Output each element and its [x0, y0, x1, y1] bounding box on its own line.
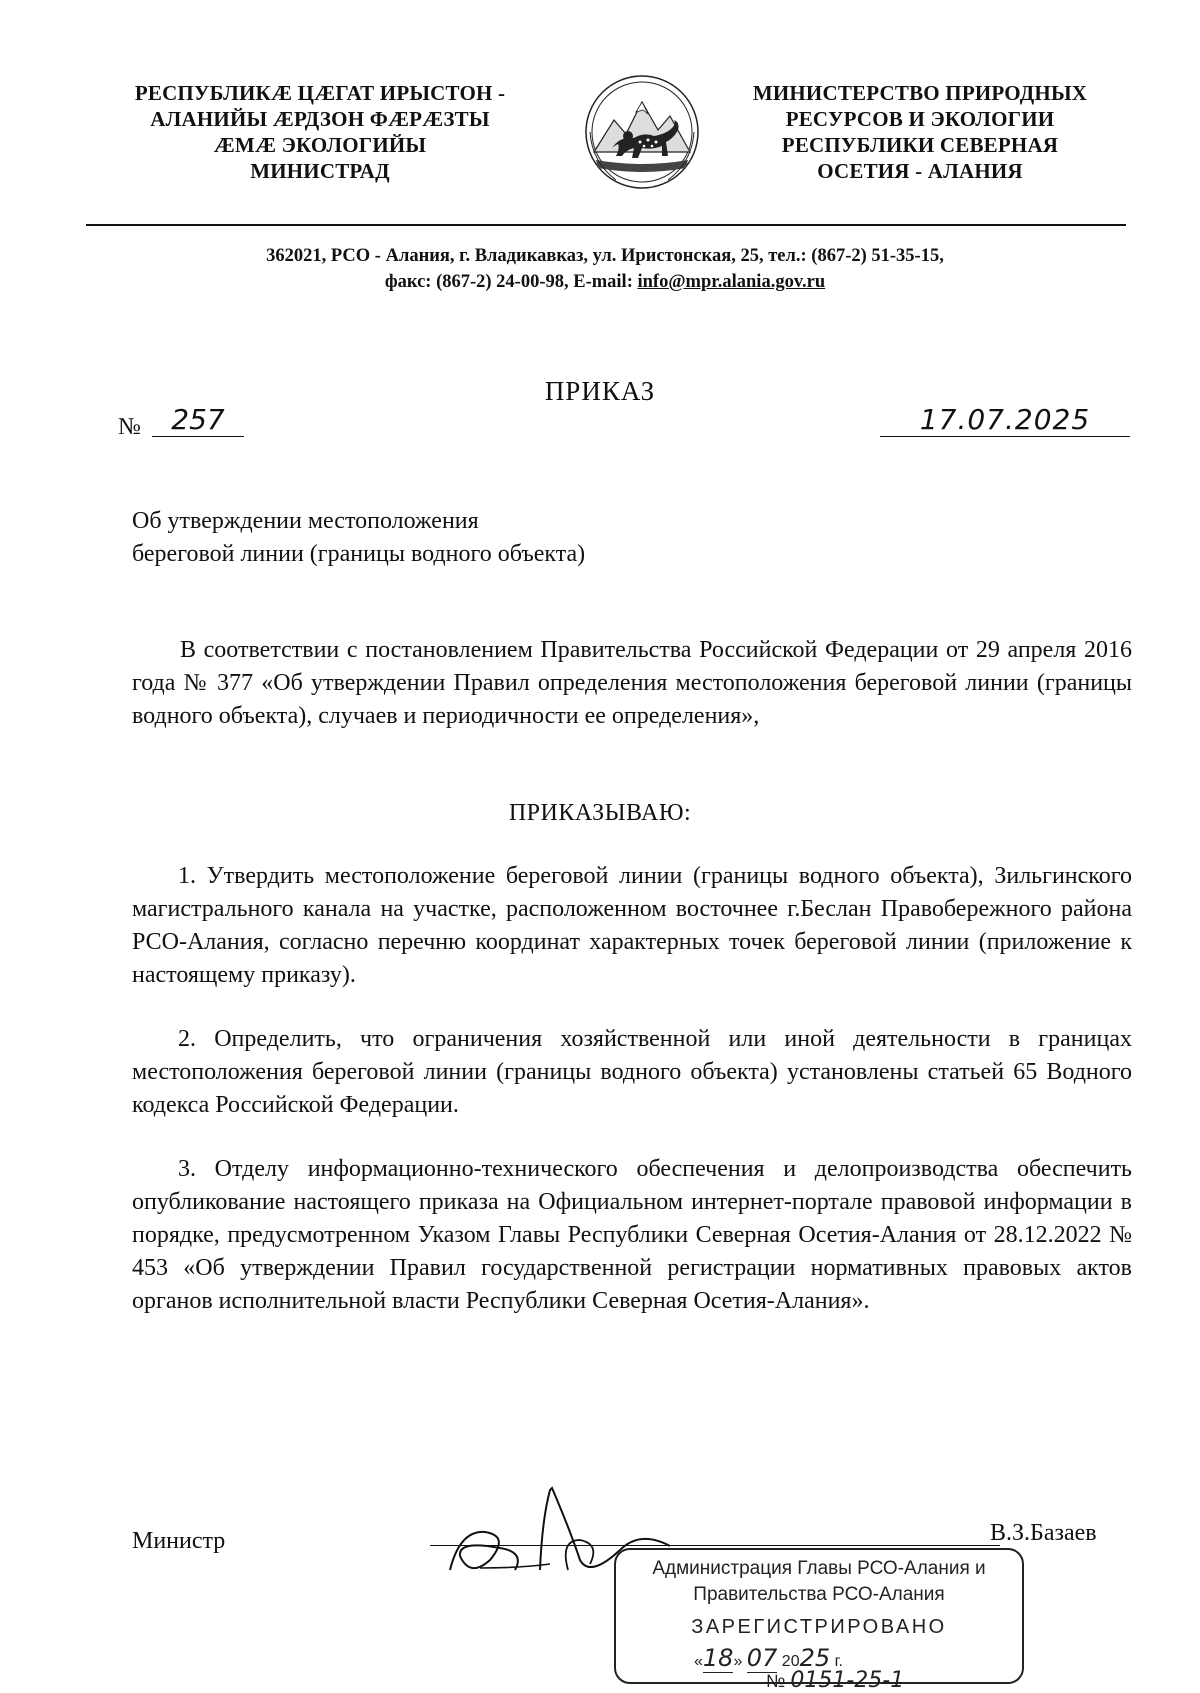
signatory-position: Министр — [132, 1528, 226, 1554]
stamp-year-label: г. — [834, 1653, 843, 1670]
stamp-month: 07 — [746, 1644, 778, 1672]
stamp-authority-line: Администрация Главы РСО-Алания и — [652, 1558, 986, 1579]
address-line: 362021, РСО - Алания, г. Владикавказ, ул. Иристонская, 25, тел.: (867-2) 51-35-15, — [266, 246, 944, 266]
coat-of-arms-icon — [582, 72, 702, 192]
header-left-line: МИНИСТРАД — [250, 159, 390, 183]
stamp-registration-date: «18» 07 2025 г. — [694, 1644, 843, 1672]
item-1-paragraph: 1. Утвердить местоположение береговой линии (границы водного объекта), Зильгинского магистрального канала на участке, расположенном восточнее г.Беслан Правобережного района РСО-Алания, согласно перечню координат характерных точек береговой линии (приложение к настоящему приказу). — [132, 863, 1132, 988]
header-right-line: МИНИСТЕРСТВО ПРИРОДНЫХ — [752, 81, 1088, 105]
ministry-name-russian — [730, 80, 1110, 184]
stamp-number-label: № — [766, 1671, 786, 1691]
item-3-paragraph: 3. Отделу информационно-технического обеспечения и делопроизводства обеспечить опубликование настоящего приказа на Официальном интернет-портале правовой информации в порядке, предусмотренном Указом Главы Республики Северная Осетия-Алания от 28.12.2022 № 453 «Об утверждении Правил государственной регистрации нормативных правовых актов органов исполнительной власти Республики Северная Осетия-Алания». — [132, 1156, 1132, 1314]
header-right-line: РЕСПУБЛИКИ СЕВЕРНАЯ — [781, 133, 1059, 157]
contact-line — [90, 269, 1120, 295]
stamp-year-prefix: 20 — [781, 1653, 800, 1670]
email-link[interactable]: info@mpr.alania.gov.ru — [637, 272, 826, 292]
signature-line — [430, 1545, 1000, 1546]
header-left-line: РЕСПУБЛИКÆ ЦÆГАТ ИРЫСТОН - — [134, 81, 506, 105]
signatory-name: В.З.Базаев — [990, 1520, 1097, 1546]
header-right-line: ОСЕТИЯ - АЛАНИЯ — [817, 159, 1023, 183]
order-date: 17.07.2025 — [880, 404, 1130, 437]
header-right-line: РЕСУРСОВ И ЭКОЛОГИИ — [785, 107, 1055, 131]
stamp-day: 18 — [702, 1644, 734, 1672]
subject-line: Об утверждении местоположения — [132, 508, 479, 534]
registration-stamp — [614, 1548, 1024, 1693]
document-title: ПРИКАЗ — [544, 376, 656, 406]
decree-heading: ПРИКАЗЫВАЮ: — [508, 800, 692, 826]
stamp-year-suffix: 25 — [799, 1644, 831, 1672]
subject-line: береговой линии (границы водного объекта) — [132, 541, 586, 567]
header-left-line: АЛАНИЙЫ ÆРДЗОН ФÆРÆЗТЫ — [150, 107, 490, 131]
order-number: 257 — [152, 404, 244, 437]
stamp-registered-label: ЗАРЕГИСТРИРОВАНО — [691, 1616, 947, 1638]
order-subject — [132, 505, 585, 571]
header-left-line: ÆМÆ ЭКОЛОГИЙЫ — [213, 133, 427, 157]
fax-text: факс: (867-2) 24-00-98, E-mail: — [384, 272, 638, 292]
stamp-registration-number — [766, 1668, 904, 1693]
header-divider — [86, 224, 1126, 226]
stamp-number-value: 0151-25-1 — [790, 1668, 905, 1693]
item-2-paragraph: 2. Определить, что ограничения хозяйственной или иной деятельности в границах местоположения береговой линии (границы водного объекта) установлены статьей 65 Водного кодекса Российской Федерации. — [132, 1026, 1132, 1118]
order-number-label: № — [118, 414, 141, 440]
stamp-authority-line: Правительства РСО-Алания — [693, 1584, 945, 1605]
ministry-name-ossetian — [100, 80, 540, 184]
preamble-paragraph: В соответствии с постановлением Правительства Российской Федерации от 29 апреля 2016 года № 377 «Об утверждении Правил определения местоположения береговой линии (границы водного объекта), случаев и периодичности ее определения», — [132, 637, 1132, 729]
